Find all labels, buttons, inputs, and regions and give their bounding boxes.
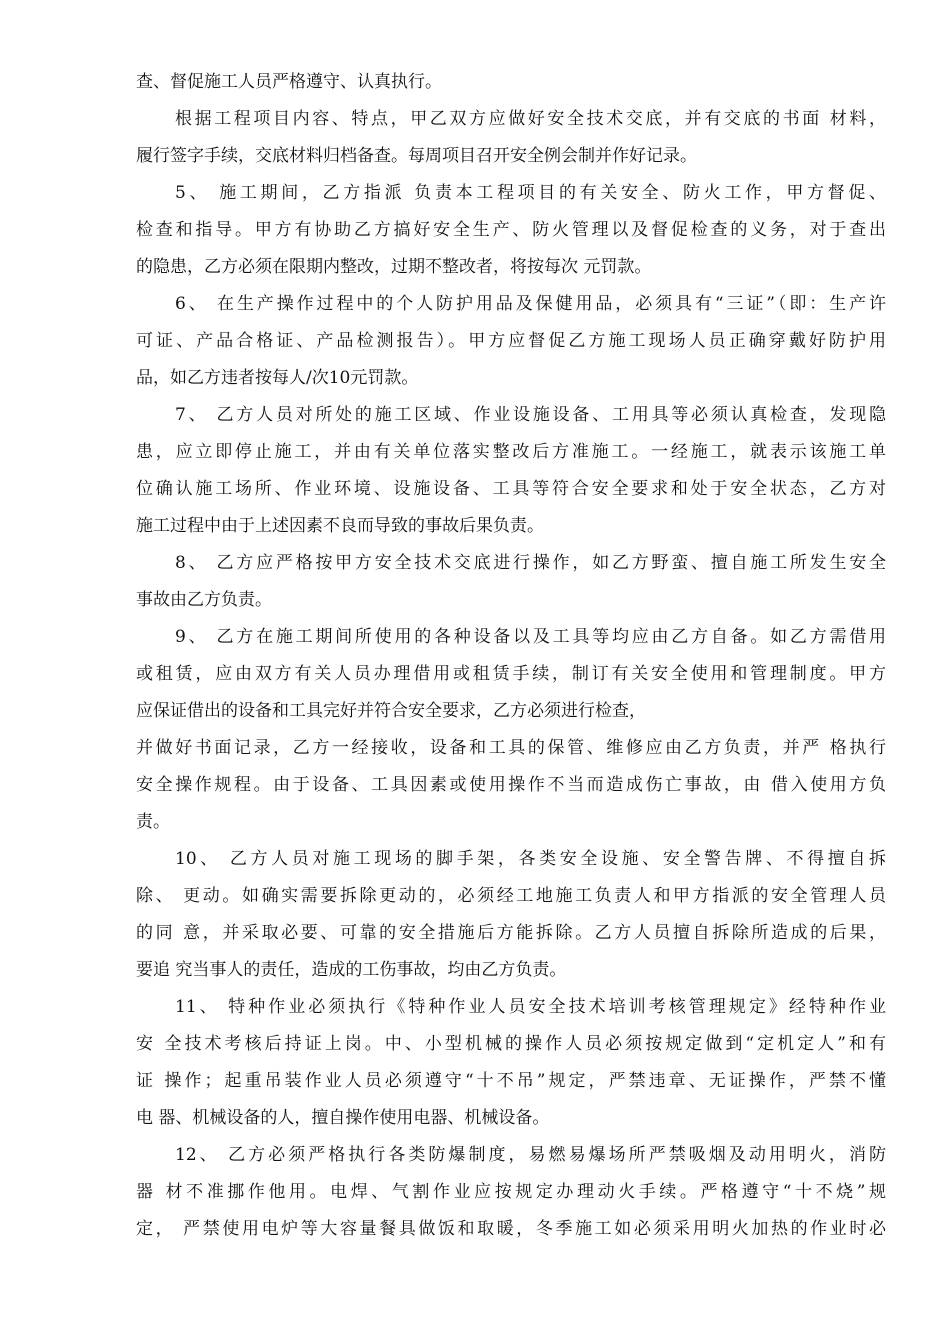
text-line: 患，应立即停止施工，并由有关单位落实整改后方准施工。一经施工，就表示该施工单 bbox=[136, 442, 886, 462]
text-line: 8、 乙方应严格按甲方安全技术交底进行操作，如乙方野蛮、擅自施工所发生安全 bbox=[175, 553, 886, 573]
text-line: 器 材不准挪作他用。电焊、气割作业应按规定办理动火手续。严格遵守“十不烧”规 bbox=[136, 1182, 886, 1202]
text-line: 的同 意，并采取必要、可靠的安全措施后方能拆除。乙方人员擅自拆除所造成的后果， bbox=[136, 923, 886, 943]
text-line: 证 操作；起重吊装作业人员必须遵守“十不吊”规定，严禁违章、无证操作，严禁不懂 bbox=[136, 1071, 886, 1091]
text-line: 10、 乙方人员对施工现场的脚手架，各类安全设施、安全警告牌、不得擅自拆 bbox=[175, 849, 886, 869]
text-line: 或租赁，应由双方有关人员办理借用或租赁手续，制订有关安全使用和管理制度。甲方 bbox=[136, 664, 886, 684]
text-line: 5、 施工期间，乙方指派 负责本工程项目的有关安全、防火工作，甲方督促、 bbox=[175, 183, 886, 203]
text-line: 应保证借出的设备和工具完好并符合安全要求，乙方必须进行检查， bbox=[136, 701, 646, 721]
text-line: 7、 乙方人员对所处的施工区域、作业设施设备、工用具等必须认真检查，发现隐 bbox=[175, 405, 886, 425]
text-line: 根据工程项目内容、特点，甲乙双方应做好安全技术交底，并有交底的书面 材料， bbox=[175, 109, 886, 129]
text-line: 9、 乙方在施工期间所使用的各种设备以及工具等均应由乙方自备。如乙方需借用 bbox=[175, 627, 886, 647]
text-line: 除、 更动。如确实需要拆除更动的，必须经工地施工负责人和甲方指派的安全管理人员 bbox=[136, 886, 886, 906]
text-line: 定， 严禁使用电炉等大容量餐具做饭和取暖，冬季施工如必须采用明火加热的作业时必 bbox=[136, 1219, 886, 1239]
text-line: 12、 乙方必须严格执行各类防爆制度，易燃易爆场所严禁吸烟及动用明火，消防 bbox=[175, 1145, 886, 1165]
text-line: 安 全技术考核后持证上岗。中、小型机械的操作人员必须按规定做到“定机定人”和有 bbox=[136, 1034, 886, 1054]
text-line: 6、 在生产操作过程中的个人防护用品及保健用品，必须具有“三证”（即：生产许 bbox=[175, 294, 886, 314]
text-line: 品，如乙方违者按每人/次10元罚款。 bbox=[136, 368, 419, 388]
text-line: 位确认施工场所、作业环境、设施设备、工具等符合安全要求和处于安全状态，乙方对 bbox=[136, 479, 886, 499]
text-line: 履行签字手续，交底材料归档备查。每周项目召开安全例会制并作好记录。 bbox=[136, 146, 697, 166]
text-line: 查、督促施工人员严格遵守、认真执行。 bbox=[136, 72, 442, 92]
text-line: 施工过程中由于上述因素不良而导致的事故后果负责。 bbox=[136, 516, 544, 536]
text-line: 检查和指导。甲方有协助乙方搞好安全生产、防火管理以及督促检查的义务，对于查出 bbox=[136, 220, 886, 240]
text-line: 事故由乙方负责。 bbox=[136, 590, 272, 610]
text-line: 并做好书面记录，乙方一经接收，设备和工具的保管、维修应由乙方负责，并严 格执行 bbox=[136, 738, 886, 758]
text-line: 责。 bbox=[136, 812, 170, 832]
text-line: 电 器、机械设备的人，擅自操作使用电器、机械设备。 bbox=[136, 1108, 550, 1128]
text-line: 11、 特种作业必须执行《特种作业人员安全技术培训考核管理规定》经特种作业 bbox=[175, 997, 886, 1017]
text-line: 安全操作规程。由于设备、工具因素或使用操作不当而造成伤亡事故，由 借入使用方负 bbox=[136, 775, 886, 795]
text-line: 可证、产品合格证、产品检测报告）。甲方应督促乙方施工现场人员正确穿戴好防护用 bbox=[136, 331, 886, 351]
text-line: 要追 究当事人的责任，造成的工伤事故，均由乙方负责。 bbox=[136, 960, 567, 980]
text-line: 的隐患，乙方必须在限期内整改，过期不整改者，将按每次 元罚款。 bbox=[136, 257, 652, 277]
